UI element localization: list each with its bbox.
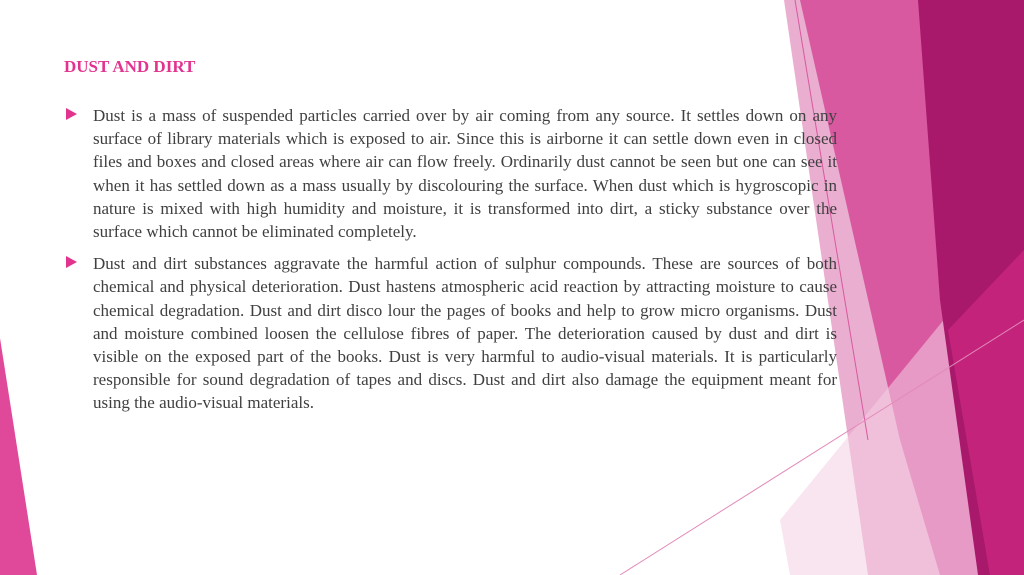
bullet-item	[64, 252, 837, 414]
bullet-item	[64, 104, 837, 243]
bullet-text: Dust is a mass of suspended particles carried over by air coming from any source. It settles down on any surface of library materials which is exposed to air. Since this is airborne it can settle down even in closed files and boxes and closed areas where air can flow freely. Ordinarily dust cannot be seen but one can see it when it has settled down as a mass usually by discolouring the surface. When dust which is hygroscopic in nature is mixed with high humidity and moisture, it is transformed into dirt, a sticky substance over the surface which cannot be eliminated completely.	[93, 106, 837, 242]
bullet-list	[64, 104, 837, 424]
triangle-bullet-icon	[66, 108, 77, 120]
bullet-text: Dust and dirt substances aggravate the harmful action of sulphur compounds. These are sources of both chemical and physical deterioration. Dust hastens atmospheric acid reaction by attracting moisture to cause chemical degradation. Dust and dirt disco lour the pages of books and help to grow micro organisms. Dust and moisture combined loosen the cellulose fibres of paper. The deterioration caused by dust and dirt is visible on the exposed part of the books. Dust is very harmful to audio-visual materials. It is particularly responsible for sound degradation of tapes and discs. Dust and dirt also damage the equipment meant for using the audio-visual materials.	[93, 254, 837, 413]
triangle-bullet-icon	[66, 256, 77, 268]
slide-title: DUST AND DIRT	[64, 57, 196, 76]
left-accent-shape	[0, 338, 37, 575]
